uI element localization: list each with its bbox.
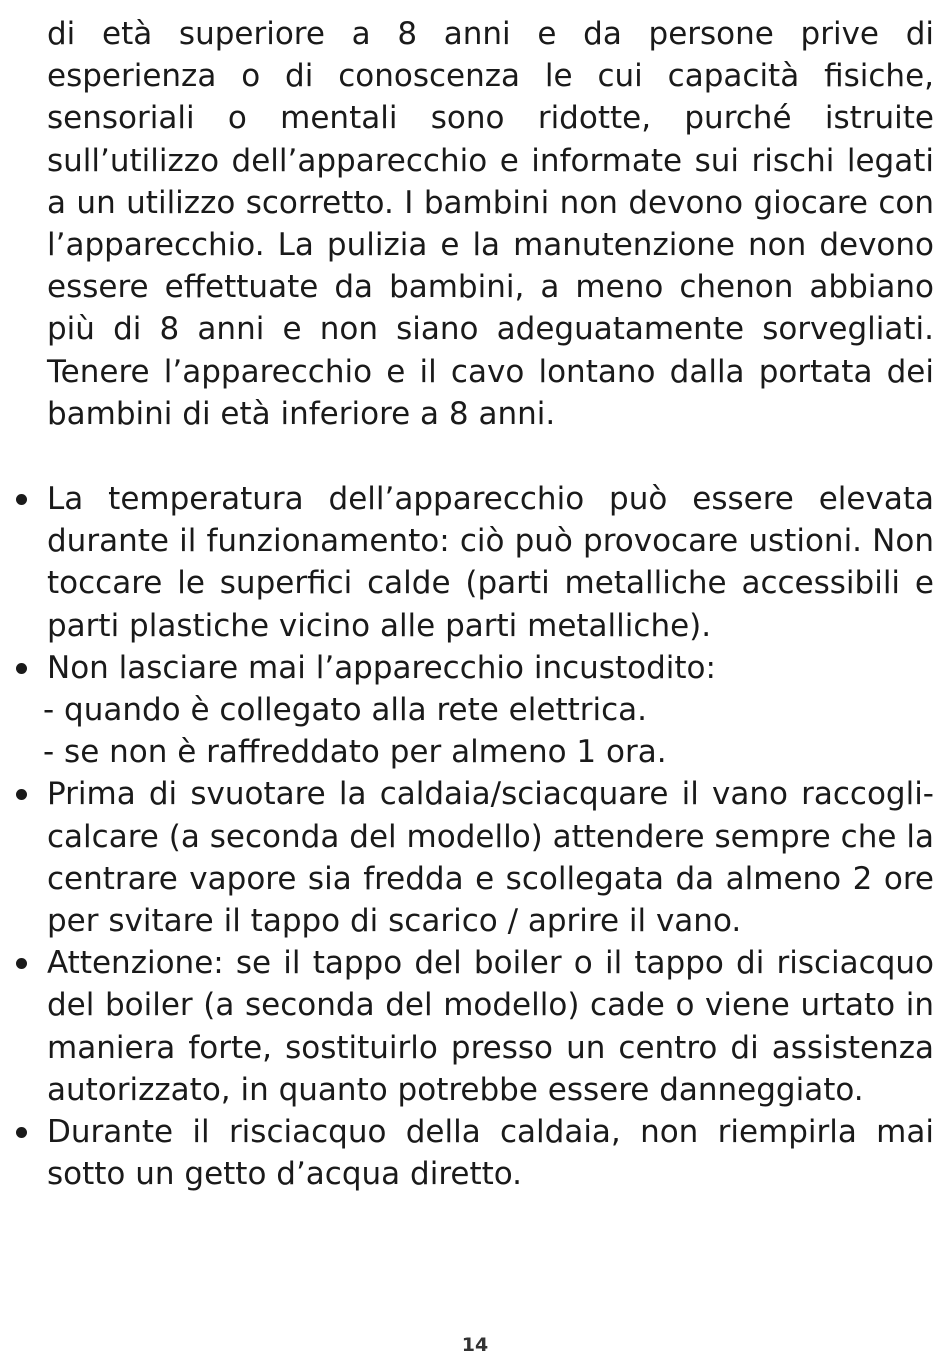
bullet-item <box>0 942 934 1111</box>
bullet-text: Non lasciare mai l’apparecchio incustodito: <box>47 649 716 686</box>
bullet-dot <box>16 494 27 505</box>
page-number: 14 <box>461 1334 489 1356</box>
bullet-text: Attenzione: se il tappo del boiler o il tappo di risciacquo del boiler (a seconda del modello) cade o viene urtato in maniera forte, sostituirlo presso un centro di assistenza autorizzato, in quanto potrebbe essere danneggiato. <box>47 945 934 1108</box>
sub-item: - se non è raffreddato per almeno 1 ora. <box>43 734 667 771</box>
bullet-item <box>0 1111 934 1195</box>
bullet-text: Durante il risciacquo della caldaia, non riempirla mai sotto un getto d’acqua diretto. <box>47 1114 934 1193</box>
bullet-dot <box>16 958 27 969</box>
bullet-dot <box>16 1127 27 1138</box>
bullet-text: La temperatura dell’apparecchio può essere elevata durante il funzionamento: ciò può provocare ustioni. Non toccare le superfici calde (parti metalliche accessibili e parti plastiche vicino alle parti metalliche). <box>47 481 934 644</box>
sub-item: - quando è collegato alla rete elettrica. <box>43 692 648 729</box>
bullet-item <box>0 773 934 942</box>
bullet-item <box>0 478 934 647</box>
continuation-paragraph: di età superiore a 8 anni e da persone prive di esperienza o di conoscenza le cui capacità fisiche, sensoriali o mentali sono ridotte, purché istruite sull’utilizzo dell’apparecchio e informate sui rischi legati a un utilizzo scorretto. I bambini non devono giocare con l’apparecchio. La pulizia e la manutenzione non devono essere effettuate da bambini, a meno chenon abbiano più di 8 anni e non siano adeguatamente sorvegliati. Tenere l’apparecchio e il cavo lontano dalla portata dei bambini di età inferiore a 8 anni. <box>47 16 934 432</box>
safety-bullet-list <box>0 478 950 1195</box>
bullet-dot <box>16 663 27 674</box>
bullet-text: Prima di svuotare la caldaia/sciacquare il vano raccogli-calcare (a seconda del modello) attendere sempre che la centrare vapore sia fredda e scollegata da almeno 2 ore per svitare il tappo di scarico / aprire il vano. <box>47 776 934 940</box>
bullet-dot <box>16 789 27 800</box>
bullet-item <box>0 647 934 774</box>
